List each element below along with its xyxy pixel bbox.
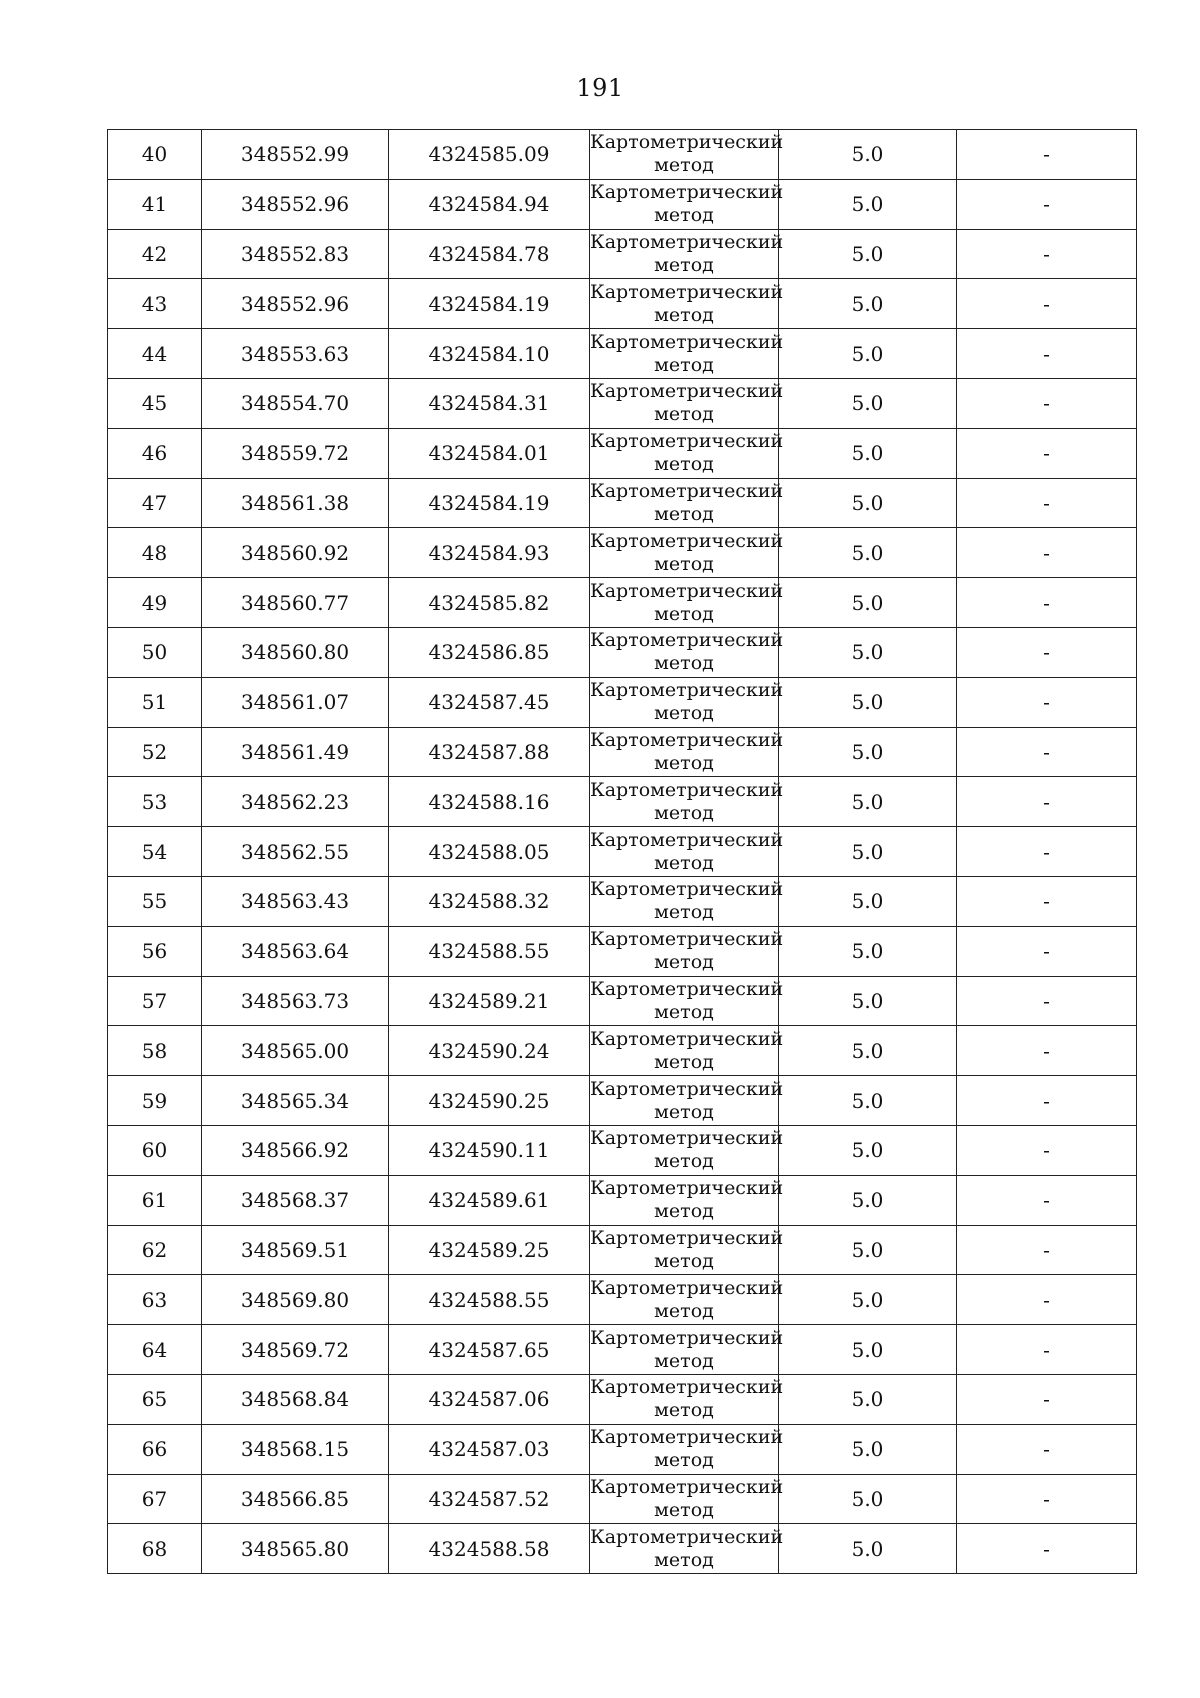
method-cell (590, 1275, 784, 1325)
method-line2: метод (654, 253, 714, 276)
accuracy-cell: 5.0 (779, 279, 957, 329)
accuracy-cell: 5.0 (779, 179, 957, 229)
y-coordinate-cell: 4324585.09 (389, 130, 590, 180)
y-coordinate-cell: 4324585.82 (389, 578, 590, 628)
table-row (108, 627, 1137, 677)
accuracy-cell: 5.0 (779, 1125, 957, 1175)
method-cell (590, 478, 784, 528)
point-number-cell: 57 (108, 976, 202, 1026)
method-line2: метод (654, 751, 714, 774)
method-cell (590, 627, 784, 677)
table-row (108, 1474, 1137, 1524)
note-cell: - (957, 976, 1137, 1026)
point-number-cell: 54 (108, 827, 202, 877)
method-line2: метод (654, 502, 714, 525)
method-cell (590, 1225, 784, 1275)
accuracy-cell: 5.0 (779, 1175, 957, 1225)
method-cell (590, 179, 784, 229)
method-line1: Картометрический (590, 1127, 784, 1150)
method-line1: Картометрический (590, 380, 784, 403)
point-number-cell: 58 (108, 1026, 202, 1076)
y-coordinate-cell: 4324586.85 (389, 627, 590, 677)
y-coordinate-cell: 4324587.45 (389, 677, 590, 727)
point-number-cell: 47 (108, 478, 202, 528)
x-coordinate-cell: 348553.63 (202, 329, 389, 379)
note-cell: - (957, 1076, 1137, 1126)
accuracy-cell: 5.0 (779, 378, 957, 428)
method-cell (590, 777, 784, 827)
method-line1: Картометрический (590, 1027, 784, 1050)
x-coordinate-cell: 348569.72 (202, 1325, 389, 1375)
y-coordinate-cell: 4324589.21 (389, 976, 590, 1026)
y-coordinate-cell: 4324584.93 (389, 528, 590, 578)
method-line2: метод (654, 901, 714, 924)
note-cell: - (957, 677, 1137, 727)
method-line2: метод (654, 652, 714, 675)
accuracy-cell: 5.0 (779, 478, 957, 528)
y-coordinate-cell: 4324588.05 (389, 827, 590, 877)
point-number-cell: 55 (108, 876, 202, 926)
accuracy-cell: 5.0 (779, 627, 957, 677)
table-row (108, 179, 1137, 229)
point-number-cell: 67 (108, 1474, 202, 1524)
note-cell: - (957, 478, 1137, 528)
table-row (108, 677, 1137, 727)
x-coordinate-cell: 348559.72 (202, 428, 389, 478)
method-line2: метод (654, 552, 714, 575)
method-line1: Картометрический (590, 1525, 784, 1548)
x-coordinate-cell: 348568.15 (202, 1424, 389, 1474)
y-coordinate-cell: 4324584.94 (389, 179, 590, 229)
method-cell (590, 1374, 784, 1424)
x-coordinate-cell: 348552.83 (202, 229, 389, 279)
method-line2: метод (654, 851, 714, 874)
method-line2: метод (654, 1100, 714, 1123)
table-row (108, 876, 1137, 926)
method-line1: Картометрический (590, 330, 784, 353)
table-row (108, 1374, 1137, 1424)
method-cell (590, 528, 784, 578)
method-line2: метод (654, 1299, 714, 1322)
method-cell (590, 279, 784, 329)
note-cell: - (957, 1325, 1137, 1375)
method-line2: метод (654, 1349, 714, 1372)
method-cell (590, 976, 784, 1026)
y-coordinate-cell: 4324589.61 (389, 1175, 590, 1225)
x-coordinate-cell: 348552.96 (202, 279, 389, 329)
accuracy-cell: 5.0 (779, 229, 957, 279)
note-cell: - (957, 926, 1137, 976)
note-cell: - (957, 627, 1137, 677)
note-cell: - (957, 1175, 1137, 1225)
point-number-cell: 65 (108, 1374, 202, 1424)
accuracy-cell: 5.0 (779, 926, 957, 976)
method-cell (590, 1325, 784, 1375)
method-cell (590, 229, 784, 279)
y-coordinate-cell: 4324587.52 (389, 1474, 590, 1524)
method-line2: метод (654, 801, 714, 824)
y-coordinate-cell: 4324590.25 (389, 1076, 590, 1126)
method-cell (590, 1125, 784, 1175)
x-coordinate-cell: 348563.64 (202, 926, 389, 976)
method-line1: Картометрический (590, 430, 784, 453)
table-row (108, 478, 1137, 528)
point-number-cell: 59 (108, 1076, 202, 1126)
method-line1: Картометрический (590, 1376, 784, 1399)
point-number-cell: 66 (108, 1424, 202, 1474)
method-cell (590, 1474, 784, 1524)
x-coordinate-cell: 348561.38 (202, 478, 389, 528)
method-line1: Картометрический (590, 1177, 784, 1200)
y-coordinate-cell: 4324584.31 (389, 378, 590, 428)
table-row (108, 1076, 1137, 1126)
accuracy-cell: 5.0 (779, 1474, 957, 1524)
method-line2: метод (654, 1000, 714, 1023)
method-cell (590, 1524, 784, 1574)
y-coordinate-cell: 4324584.78 (389, 229, 590, 279)
method-line1: Картометрический (590, 1475, 784, 1498)
table-row (108, 926, 1137, 976)
method-line2: метод (654, 204, 714, 227)
method-line2: метод (654, 951, 714, 974)
method-line1: Картометрический (590, 1077, 784, 1100)
note-cell: - (957, 1524, 1137, 1574)
note-cell: - (957, 1374, 1137, 1424)
accuracy-cell: 5.0 (779, 827, 957, 877)
y-coordinate-cell: 4324584.19 (389, 279, 590, 329)
method-line1: Картометрический (590, 1326, 784, 1349)
note-cell: - (957, 876, 1137, 926)
method-line2: метод (654, 1050, 714, 1073)
point-number-cell: 68 (108, 1524, 202, 1574)
note-cell: - (957, 130, 1137, 180)
table-row (108, 1325, 1137, 1375)
table-body (108, 130, 1137, 1574)
accuracy-cell: 5.0 (779, 130, 957, 180)
point-number-cell: 51 (108, 677, 202, 727)
method-cell (590, 827, 784, 877)
method-cell (590, 428, 784, 478)
note-cell: - (957, 777, 1137, 827)
y-coordinate-cell: 4324587.88 (389, 727, 590, 777)
x-coordinate-cell: 348562.23 (202, 777, 389, 827)
accuracy-cell: 5.0 (779, 1275, 957, 1325)
accuracy-cell: 5.0 (779, 1424, 957, 1474)
table-row (108, 1026, 1137, 1076)
method-line1: Картометрический (590, 529, 784, 552)
method-cell (590, 727, 784, 777)
y-coordinate-cell: 4324584.01 (389, 428, 590, 478)
table-row (108, 428, 1137, 478)
y-coordinate-cell: 4324590.11 (389, 1125, 590, 1175)
note-cell: - (957, 1424, 1137, 1474)
method-cell (590, 677, 784, 727)
method-cell (590, 1175, 784, 1225)
method-cell (590, 130, 784, 180)
note-cell: - (957, 727, 1137, 777)
method-line2: метод (654, 1548, 714, 1571)
table-row (108, 1225, 1137, 1275)
accuracy-cell: 5.0 (779, 777, 957, 827)
point-number-cell: 45 (108, 378, 202, 428)
x-coordinate-cell: 348565.00 (202, 1026, 389, 1076)
y-coordinate-cell: 4324588.55 (389, 1275, 590, 1325)
table-row (108, 528, 1137, 578)
x-coordinate-cell: 348565.80 (202, 1524, 389, 1574)
table-row (108, 727, 1137, 777)
table-row (108, 1524, 1137, 1574)
point-number-cell: 44 (108, 329, 202, 379)
method-cell (590, 876, 784, 926)
method-line1: Картометрический (590, 728, 784, 751)
method-line1: Картометрический (590, 778, 784, 801)
point-number-cell: 50 (108, 627, 202, 677)
page-number: 191 (576, 74, 624, 102)
method-line2: метод (654, 453, 714, 476)
note-cell: - (957, 1275, 1137, 1325)
method-line1: Картометрический (590, 977, 784, 1000)
accuracy-cell: 5.0 (779, 876, 957, 926)
x-coordinate-cell: 348560.92 (202, 528, 389, 578)
method-line1: Картометрический (590, 828, 784, 851)
accuracy-cell: 5.0 (779, 528, 957, 578)
point-number-cell: 41 (108, 179, 202, 229)
note-cell: - (957, 1225, 1137, 1275)
table-row (108, 329, 1137, 379)
method-cell (590, 1026, 784, 1076)
point-number-cell: 42 (108, 229, 202, 279)
method-line2: метод (654, 353, 714, 376)
method-line2: метод (654, 1150, 714, 1173)
x-coordinate-cell: 348566.85 (202, 1474, 389, 1524)
x-coordinate-cell: 348560.77 (202, 578, 389, 628)
point-number-cell: 61 (108, 1175, 202, 1225)
accuracy-cell: 5.0 (779, 1026, 957, 1076)
table-row (108, 279, 1137, 329)
table-row (108, 976, 1137, 1026)
method-cell (590, 1424, 784, 1474)
point-number-cell: 40 (108, 130, 202, 180)
point-number-cell: 48 (108, 528, 202, 578)
note-cell: - (957, 229, 1137, 279)
accuracy-cell: 5.0 (779, 428, 957, 478)
method-line2: метод (654, 1200, 714, 1223)
note-cell: - (957, 578, 1137, 628)
note-cell: - (957, 528, 1137, 578)
note-cell: - (957, 329, 1137, 379)
accuracy-cell: 5.0 (779, 976, 957, 1026)
method-line1: Картометрический (590, 629, 784, 652)
method-line1: Картометрический (590, 479, 784, 502)
x-coordinate-cell: 348552.99 (202, 130, 389, 180)
point-number-cell: 63 (108, 1275, 202, 1325)
x-coordinate-cell: 348566.92 (202, 1125, 389, 1175)
accuracy-cell: 5.0 (779, 677, 957, 727)
method-line2: метод (654, 1399, 714, 1422)
accuracy-cell: 5.0 (779, 1225, 957, 1275)
point-number-cell: 52 (108, 727, 202, 777)
x-coordinate-cell: 348568.84 (202, 1374, 389, 1424)
method-cell (590, 578, 784, 628)
point-number-cell: 46 (108, 428, 202, 478)
x-coordinate-cell: 348563.73 (202, 976, 389, 1026)
y-coordinate-cell: 4324588.32 (389, 876, 590, 926)
note-cell: - (957, 1026, 1137, 1076)
y-coordinate-cell: 4324588.55 (389, 926, 590, 976)
method-line2: метод (654, 602, 714, 625)
y-coordinate-cell: 4324584.10 (389, 329, 590, 379)
y-coordinate-cell: 4324587.65 (389, 1325, 590, 1375)
table-row (108, 1424, 1137, 1474)
method-line1: Картометрический (590, 1276, 784, 1299)
note-cell: - (957, 428, 1137, 478)
note-cell: - (957, 378, 1137, 428)
point-number-cell: 64 (108, 1325, 202, 1375)
method-line2: метод (654, 1449, 714, 1472)
table-row (108, 1275, 1137, 1325)
x-coordinate-cell: 348554.70 (202, 378, 389, 428)
method-line2: метод (654, 1249, 714, 1272)
accuracy-cell: 5.0 (779, 1325, 957, 1375)
note-cell: - (957, 1125, 1137, 1175)
table-row (108, 578, 1137, 628)
point-number-cell: 56 (108, 926, 202, 976)
x-coordinate-cell: 348568.37 (202, 1175, 389, 1225)
x-coordinate-cell: 348569.51 (202, 1225, 389, 1275)
table-row (108, 229, 1137, 279)
x-coordinate-cell: 348552.96 (202, 179, 389, 229)
x-coordinate-cell: 348560.80 (202, 627, 389, 677)
x-coordinate-cell: 348561.49 (202, 727, 389, 777)
y-coordinate-cell: 4324588.58 (389, 1524, 590, 1574)
method-line1: Картометрический (590, 131, 784, 154)
method-line1: Картометрический (590, 878, 784, 901)
method-cell (590, 329, 784, 379)
table-row (108, 827, 1137, 877)
x-coordinate-cell: 348562.55 (202, 827, 389, 877)
x-coordinate-cell: 348569.80 (202, 1275, 389, 1325)
method-line1: Картометрический (590, 181, 784, 204)
coordinates-table (107, 129, 1137, 1574)
method-line2: метод (654, 1498, 714, 1521)
x-coordinate-cell: 348565.34 (202, 1076, 389, 1126)
method-line2: метод (654, 403, 714, 426)
table-row (108, 130, 1137, 180)
y-coordinate-cell: 4324588.16 (389, 777, 590, 827)
x-coordinate-cell: 348561.07 (202, 677, 389, 727)
method-line1: Картометрический (590, 1426, 784, 1449)
method-line1: Картометрический (590, 1226, 784, 1249)
table-row (108, 1125, 1137, 1175)
table-row (108, 1175, 1137, 1225)
note-cell: - (957, 1474, 1137, 1524)
method-cell (590, 926, 784, 976)
note-cell: - (957, 279, 1137, 329)
point-number-cell: 53 (108, 777, 202, 827)
method-line2: метод (654, 303, 714, 326)
table-row (108, 777, 1137, 827)
accuracy-cell: 5.0 (779, 727, 957, 777)
accuracy-cell: 5.0 (779, 1374, 957, 1424)
table-row (108, 378, 1137, 428)
method-line2: метод (654, 702, 714, 725)
y-coordinate-cell: 4324590.24 (389, 1026, 590, 1076)
method-cell (590, 1076, 784, 1126)
accuracy-cell: 5.0 (779, 578, 957, 628)
accuracy-cell: 5.0 (779, 1076, 957, 1126)
y-coordinate-cell: 4324584.19 (389, 478, 590, 528)
method-line1: Картометрический (590, 579, 784, 602)
method-line1: Картометрический (590, 679, 784, 702)
point-number-cell: 60 (108, 1125, 202, 1175)
accuracy-cell: 5.0 (779, 1524, 957, 1574)
x-coordinate-cell: 348563.43 (202, 876, 389, 926)
note-cell: - (957, 179, 1137, 229)
method-line1: Картометрический (590, 230, 784, 253)
y-coordinate-cell: 4324587.03 (389, 1424, 590, 1474)
method-line1: Картометрический (590, 928, 784, 951)
method-cell (590, 378, 784, 428)
method-line2: метод (654, 154, 714, 177)
point-number-cell: 49 (108, 578, 202, 628)
accuracy-cell: 5.0 (779, 329, 957, 379)
method-line1: Картометрический (590, 280, 784, 303)
y-coordinate-cell: 4324589.25 (389, 1225, 590, 1275)
point-number-cell: 43 (108, 279, 202, 329)
y-coordinate-cell: 4324587.06 (389, 1374, 590, 1424)
point-number-cell: 62 (108, 1225, 202, 1275)
note-cell: - (957, 827, 1137, 877)
